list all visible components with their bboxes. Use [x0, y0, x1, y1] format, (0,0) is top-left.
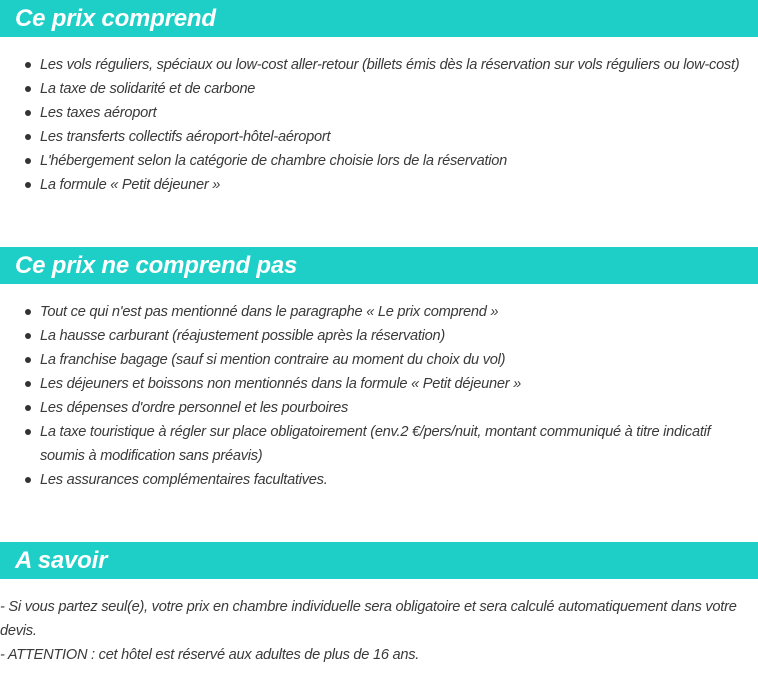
bullet-icon [25, 158, 31, 164]
bullet-icon [25, 405, 31, 411]
list-item-text: Les assurances complémentaires facultatives. [40, 472, 328, 488]
note-single-room: - Si vous partez seul(e), votre prix en chambre individuelle sera obligatoire et sera calculé automatiquement dans votre devis. [0, 599, 737, 639]
list-item-text: La formule « Petit déjeuner » [40, 177, 221, 193]
included-list [0, 53, 758, 197]
list-item-text: Les transferts collectifs aéroport-hôtel-aéroport [40, 129, 331, 145]
bullet-icon [25, 477, 31, 483]
list-item-text: La hausse carburant (réajustement possible après la réservation) [40, 328, 446, 344]
list-item [0, 77, 758, 101]
bullet-icon [25, 110, 31, 116]
bullet-icon [25, 357, 31, 363]
bullet-icon [25, 309, 31, 315]
list-item [0, 101, 758, 125]
section-title-not-included: Ce prix ne comprend pas [0, 247, 758, 284]
list-item-text: Les déjeuners et boissons non mentionnés dans la formule « Petit déjeuner » [40, 376, 522, 392]
list-item-text: Les dépenses d'ordre personnel et les pourboires [40, 400, 349, 416]
list-item [0, 300, 758, 324]
list-item [0, 53, 758, 77]
list-item-text: L'hébergement selon la catégorie de chambre choisie lors de la réservation [40, 153, 507, 169]
section-title-included: Ce prix comprend [0, 0, 758, 37]
list-item-text: Les vols réguliers, spéciaux ou low-cost aller-retour (billets émis dès la réservation sur vols réguliers ou low-cost) [40, 57, 740, 73]
bullet-icon [25, 333, 31, 339]
bullet-icon [25, 86, 31, 92]
list-item [0, 468, 758, 492]
bullet-icon [25, 429, 31, 435]
notes-block [0, 595, 758, 667]
list-item-text: Tout ce qui n'est pas mentionné dans le paragraphe « Le prix comprend » [40, 304, 499, 320]
list-item [0, 324, 758, 348]
bullet-icon [25, 134, 31, 140]
list-item [0, 372, 758, 396]
list-item [0, 348, 758, 372]
list-item-text: La taxe touristique à régler sur place obligatoirement (env.2 €/pers/nuit, montant communiqué à titre indicatif soumis à modification sans préavis) [40, 424, 711, 464]
not-included-list [0, 300, 758, 492]
list-item-text: Les taxes aéroport [40, 105, 157, 121]
note-adults-only: - ATTENTION : cet hôtel est réservé aux adultes de plus de 16 ans. [0, 647, 420, 663]
bullet-icon [25, 182, 31, 188]
section-title-to-know: A savoir [0, 542, 758, 579]
list-item-text: La taxe de solidarité et de carbone [40, 81, 256, 97]
list-item [0, 420, 758, 468]
list-item [0, 149, 758, 173]
bullet-icon [25, 62, 31, 68]
list-item [0, 173, 758, 197]
bullet-icon [25, 381, 31, 387]
list-item [0, 125, 758, 149]
list-item [0, 396, 758, 420]
list-item-text: La franchise bagage (sauf si mention contraire au moment du choix du vol) [40, 352, 506, 368]
